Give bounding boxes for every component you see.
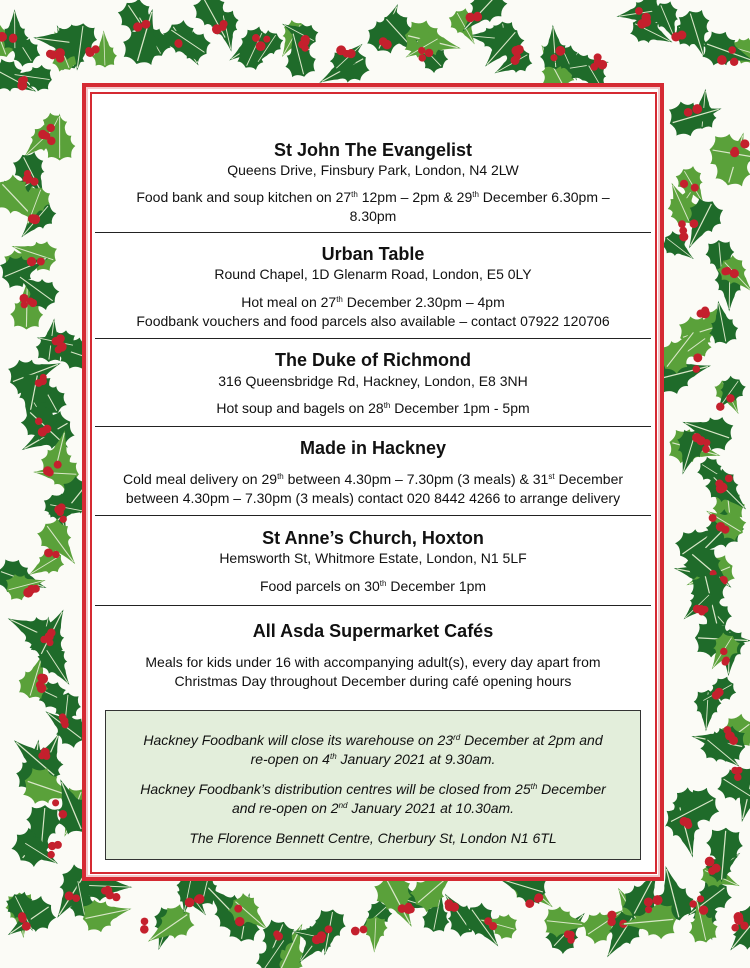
holly-berry-icon	[194, 896, 201, 903]
holly-berry-icon	[85, 47, 92, 54]
holly-berry-icon	[40, 636, 47, 643]
holly-berry-icon	[740, 139, 749, 148]
holly-berry-icon	[526, 900, 534, 908]
holly-leaf-icon	[698, 26, 750, 78]
holly-berry-icon	[46, 124, 54, 132]
section-divider	[95, 605, 651, 606]
holly-berry-icon	[645, 906, 652, 913]
holly-berry-icon	[691, 184, 699, 192]
holly-berry-icon	[450, 905, 457, 912]
holly-berry-icon	[38, 130, 47, 139]
holly-berry-icon	[682, 818, 691, 827]
holly-berry-icon	[47, 629, 55, 637]
holly-berry-icon	[635, 7, 643, 15]
holly-berry-icon	[65, 891, 74, 900]
holly-berry-icon	[92, 45, 100, 53]
holly-berry-icon	[717, 55, 727, 65]
holly-berry-icon	[38, 427, 47, 436]
section-divider	[95, 232, 651, 233]
holly-leaf-icon	[1, 9, 29, 50]
holly-berry-icon	[699, 905, 708, 914]
holly-berry-icon	[30, 177, 38, 185]
holly-berry-icon	[680, 180, 688, 188]
holly-berry-icon	[515, 45, 524, 54]
holly-leaf-icon	[665, 91, 727, 140]
venue-title-made-in-hackney: Made in Hackney	[299, 438, 447, 458]
holly-berry-icon	[141, 20, 150, 29]
holly-berry-icon	[723, 267, 731, 275]
holly-berry-icon	[316, 934, 325, 943]
holly-berry-icon	[59, 810, 68, 819]
holly-berry-icon	[678, 220, 686, 228]
holly-berry-icon	[37, 257, 45, 265]
holly-berry-icon	[38, 752, 45, 759]
holly-berry-icon	[564, 930, 572, 938]
venue-address-st-john: Queens Drive, Finsbury Park, London, N4 2LW	[227, 162, 519, 178]
notice-distribution-line1: Hackney Foodbank’s distribution centres will be closed from 25th December	[140, 781, 606, 797]
holly-berry-icon	[702, 445, 710, 453]
holly-berry-icon	[54, 505, 63, 514]
notice-address: The Florence Bennett Centre, Cherbury St, London N1 6TL	[189, 830, 557, 846]
venue-details-made-in-hackney-line2: between 4.30pm – 7.30pm (3 meals) contact 020 8442 4266 to arrange delivery	[125, 490, 621, 506]
notice-warehouse-line2: re-open on 4th January 2021 at 9.30am.	[250, 751, 496, 767]
section-divider	[95, 515, 651, 516]
holly-berry-icon	[700, 308, 710, 318]
holly-berry-icon	[302, 38, 310, 46]
holly-berry-icon	[731, 147, 738, 154]
holly-berry-icon	[689, 900, 696, 907]
holly-berry-icon	[35, 418, 42, 425]
holly-berry-icon	[347, 49, 356, 58]
holly-berry-icon	[418, 47, 425, 54]
holly-berry-icon	[112, 893, 120, 901]
holly-berry-icon	[54, 461, 62, 469]
holly-berry-icon	[44, 548, 53, 557]
holly-berry-icon	[730, 58, 738, 66]
holly-berry-icon	[607, 918, 615, 926]
holly-berry-icon	[684, 108, 693, 117]
holly-berry-icon	[235, 917, 244, 926]
holly-berry-icon	[18, 77, 26, 85]
holly-berry-icon	[60, 516, 67, 523]
holly-berry-icon	[18, 912, 26, 920]
holly-berry-icon	[22, 922, 31, 931]
holly-berry-icon	[534, 896, 541, 903]
holly-berry-icon	[52, 799, 59, 806]
holly-berry-icon	[351, 927, 360, 936]
holly-berry-icon	[29, 299, 37, 307]
holly-berry-icon	[24, 170, 31, 177]
holly-berry-icon	[20, 294, 29, 303]
venue-title-duke-of-richmond: The Duke of Richmond	[274, 350, 471, 370]
holly-berry-icon	[716, 522, 726, 532]
venue-details-urban-table-line1: Hot meal on 27th December 2.30pm – 4pm	[241, 294, 505, 310]
holly-berry-icon	[141, 918, 149, 926]
holly-berry-icon	[274, 932, 283, 941]
venue-address-urban-table: Round Chapel, 1D Glenarm Road, London, E5 0LY	[214, 266, 532, 282]
venue-details-asda-line1: Meals for kids under 16 with accompanying adult(s), every day apart from	[145, 654, 601, 670]
holly-berry-icon	[716, 484, 726, 494]
holly-berry-icon	[47, 851, 54, 858]
holly-berry-icon	[55, 48, 65, 58]
holly-berry-icon	[690, 219, 699, 228]
holly-berry-icon	[715, 688, 724, 697]
holly-berry-icon	[734, 912, 744, 922]
venue-details-urban-table-line2: Foodbank vouchers and food parcels also available – contact 07922 120706	[136, 313, 610, 329]
holly-berry-icon	[653, 895, 663, 905]
holly-berry-icon	[697, 895, 704, 902]
holly-berry-icon	[727, 732, 735, 740]
holly-berry-icon	[590, 63, 598, 71]
holly-berry-icon	[72, 894, 80, 902]
holly-berry-icon	[140, 925, 149, 934]
holly-berry-icon	[325, 925, 333, 933]
notice-warehouse-line1: Hackney Foodbank will close its warehouse on 23rd December at 2pm and	[143, 732, 603, 748]
holly-berry-icon	[644, 897, 653, 906]
holly-berry-icon	[731, 924, 739, 932]
venue-title-urban-table: Urban Table	[321, 244, 425, 264]
holly-berry-icon	[425, 49, 434, 58]
holly-berry-icon	[642, 17, 651, 26]
holly-berry-icon	[692, 365, 700, 373]
holly-berry-icon	[185, 898, 195, 908]
holly-berry-icon	[256, 41, 266, 51]
holly-berry-icon	[701, 606, 708, 613]
holly-berry-icon	[703, 439, 710, 446]
holly-berry-icon	[726, 394, 734, 402]
holly-berry-icon	[175, 41, 182, 48]
venue-address-duke-of-richmond: 316 Queensbridge Rd, Hackney, London, E8 3NH	[218, 373, 528, 389]
holly-berry-icon	[360, 926, 368, 934]
section-divider	[95, 338, 651, 339]
venue-title-st-annes: St Anne’s Church, Hoxton	[262, 528, 484, 548]
holly-berry-icon	[679, 232, 688, 241]
venue-details-duke-of-richmond: Hot soup and bagels on 28th December 1pm - 5pm	[216, 400, 530, 416]
holly-berry-icon	[48, 842, 56, 850]
venue-details-made-in-hackney-line1: Cold meal delivery on 29th between 4.30pm – 7.30pm (3 meals) & 31st December	[122, 471, 624, 487]
holly-berry-icon	[47, 137, 55, 145]
holly-berry-icon	[23, 588, 33, 598]
holly-berry-icon	[474, 12, 482, 20]
holly-berry-icon	[720, 648, 727, 655]
notice-distribution-line2: and re-open on 2nd January 2021 at 10.30am.	[231, 800, 515, 816]
holly-berry-icon	[735, 767, 742, 774]
holly-berry-icon	[60, 717, 68, 725]
venue-title-st-john: St John The Evangelist	[273, 140, 473, 160]
holly-berry-icon	[725, 474, 733, 482]
holly-berry-icon	[27, 257, 36, 266]
holly-berry-icon	[709, 514, 717, 522]
holly-berry-icon	[550, 54, 557, 61]
holly-berry-icon	[692, 104, 702, 114]
holly-berry-icon	[37, 674, 45, 682]
holly-berry-icon	[734, 773, 742, 781]
holly-berry-icon	[234, 905, 242, 913]
holly-berry-icon	[418, 54, 426, 62]
holly-berry-icon	[555, 46, 565, 56]
holly-berry-icon	[716, 402, 724, 410]
venue-address-st-annes: Hemsworth St, Whitmore Estate, London, N1 5LF	[219, 550, 527, 566]
holly-berry-icon	[404, 904, 414, 914]
holly-berry-icon	[37, 684, 47, 694]
venue-details-st-john-line2: 8.30pm	[349, 208, 397, 224]
holly-berry-icon	[671, 32, 680, 41]
holly-berry-icon	[263, 36, 270, 43]
holly-berry-icon	[705, 857, 715, 867]
holly-berry-icon	[133, 22, 142, 31]
holly-berry-icon	[466, 13, 475, 22]
venue-details-asda-line2: Christmas Day throughout December during café opening hours	[174, 673, 572, 689]
holly-berry-icon	[723, 656, 730, 663]
foodbank-closure-notice	[105, 710, 641, 860]
venue-details-st-john-line1: Food bank and soup kitchen on 27th 12pm – 2pm & 29th December 6.30pm –	[136, 189, 610, 205]
holly-berry-icon	[594, 53, 602, 61]
holly-berry-icon	[489, 922, 497, 930]
holly-berry-icon	[52, 551, 59, 558]
venue-title-asda-cafes: All Asda Supermarket Cafés	[252, 621, 494, 641]
section-divider	[95, 426, 651, 427]
holly-berry-icon	[40, 374, 47, 381]
venue-details-st-annes: Food parcels on 30th December 1pm	[259, 578, 487, 594]
holly-berry-icon	[28, 214, 37, 223]
holly-berry-icon	[693, 353, 702, 362]
holly-berry-icon	[219, 24, 226, 31]
holly-berry-icon	[9, 35, 17, 43]
holly-berry-icon	[728, 46, 736, 54]
holly-berry-icon	[382, 40, 392, 50]
holly-berry-icon	[56, 334, 65, 343]
holly-berry-icon	[252, 34, 260, 42]
holly-berry-icon	[46, 469, 54, 477]
holly-berry-icon	[511, 56, 520, 65]
